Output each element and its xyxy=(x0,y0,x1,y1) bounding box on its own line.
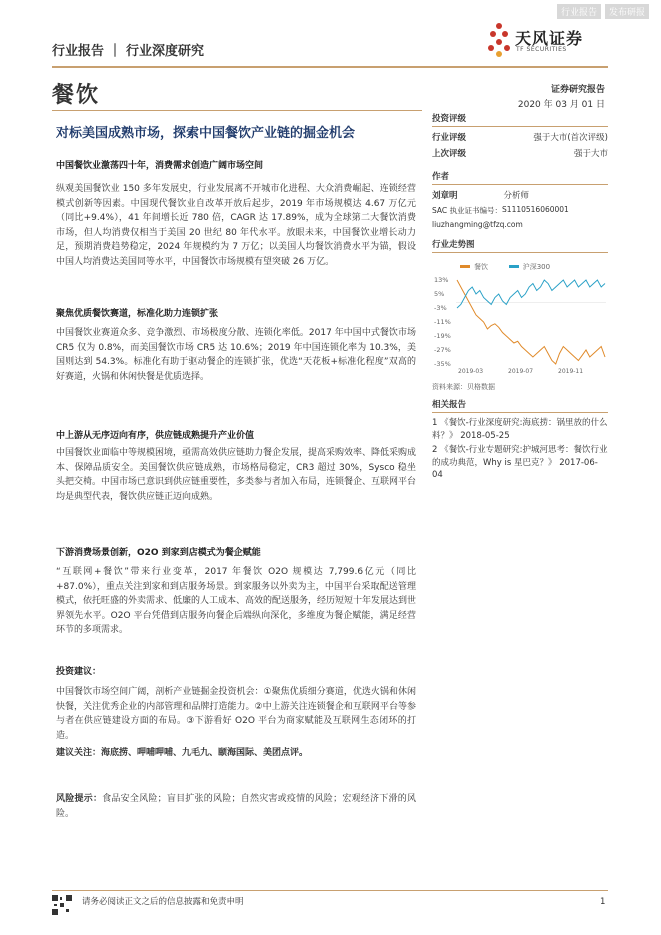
chart-source: 资料来源：贝格数据 xyxy=(432,382,495,391)
y-tick-label: -3% xyxy=(434,303,447,312)
author-name: 刘章明 xyxy=(432,191,458,201)
tag-2[interactable]: 发布研报 xyxy=(605,4,649,19)
trend-chart-box xyxy=(432,238,608,392)
y-tick-label: -19% xyxy=(434,331,451,340)
report-title: 对标美国成熟市场，探索中国餐饮产业链的掘金机会 xyxy=(56,126,356,141)
focus-text: 海底捞、呷哺呷哺、九毛九、颐海国际、美团点评。 xyxy=(101,748,309,758)
x-tick-label: 2019-03 xyxy=(458,367,484,375)
section-body-3: 中国餐饮业面临中等规模困境，亟需高效供应链助力餐企发展，提高采购效率、降低采购成本、保障品质安全。美国餐饮供应链成熟，市场格局稳定，CR3 超过 30%，Sysco 稳坐头把交椅。中国市场已意识到供应链重要性，多类参与者加入布局，连锁餐企、互联网平台均是典型代表，餐饮供应链正迈向成熟。 xyxy=(56,448,417,502)
sac-label: SAC 执业证书编号： xyxy=(432,206,503,215)
author-heading: 作者 xyxy=(432,170,608,185)
x-tick-label: 2019-11 xyxy=(558,367,584,375)
header-rule xyxy=(52,66,608,68)
footer-notice: 请务必阅读正文之后的信息披露和免责申明 xyxy=(82,897,244,907)
series-line-1 xyxy=(457,280,605,364)
report-type: 证券研究报告 xyxy=(550,85,605,95)
trend-chart xyxy=(456,276,606,368)
y-axis-labels xyxy=(434,276,456,368)
logo-dot-5 xyxy=(488,45,494,51)
section-heading-3: 中上游从无序迈向有序，供应链成熟提升产业价值 xyxy=(56,431,255,441)
x-tick-label: 2019-07 xyxy=(508,367,534,375)
industry-rating-label: 行业评级 xyxy=(432,133,467,143)
logo-dot-2 xyxy=(490,31,496,37)
related-item-2[interactable]: 2 《餐饮-行业专题研究:护城河思考：餐饮行业的成功典范，Why is 星巴克？》 2017-06-04 xyxy=(432,445,608,480)
section-heading-4: 下游消费场景创新，O2O 到家到店模式为餐企赋能 xyxy=(56,548,261,558)
sector-title: 餐饮 xyxy=(52,83,101,108)
legend-swatch-2 xyxy=(509,265,519,268)
rating-heading: 投资评级 xyxy=(432,112,608,127)
logo-dot-4 xyxy=(496,39,502,45)
legend-series-2 xyxy=(509,262,550,272)
y-tick-label: -27% xyxy=(434,345,451,354)
qr-code xyxy=(52,895,72,915)
section-heading-1: 中国餐饮业激荡四十年，消费需求创造广阔市场空间 xyxy=(56,161,264,171)
page-number: 1 xyxy=(600,897,606,907)
related-heading: 相关报告 xyxy=(432,398,608,413)
chart-legend xyxy=(460,261,608,272)
legend-label-2: 沪深300 xyxy=(522,262,551,271)
section-heading-5: 投资建议： xyxy=(56,667,102,677)
series-line-2 xyxy=(457,280,605,308)
author-box xyxy=(432,170,608,229)
related-item-1[interactable]: 1 《餐饮-行业深度研究:海底捞：锅里放的什么料？》 2018-05-25 xyxy=(432,418,608,441)
chart-title: 行业走势图 xyxy=(432,238,608,253)
sac-number: S1110516060001 xyxy=(502,205,569,214)
previous-rating-row xyxy=(432,147,608,159)
y-tick-label: -35% xyxy=(434,359,451,368)
previous-rating-value: 强于大市 xyxy=(573,149,608,159)
top-tags xyxy=(557,4,649,19)
rating-box xyxy=(432,112,608,159)
x-axis-labels xyxy=(456,368,606,378)
chart-area xyxy=(432,276,608,376)
risk-label: 风险提示： xyxy=(56,794,103,804)
author-email[interactable]: liuzhangming@tfzq.com xyxy=(432,220,523,229)
report-date: 2020 年 03 月 01 日 xyxy=(517,100,605,110)
logo-name: 天风证券 xyxy=(515,29,584,48)
y-tick-label: 13% xyxy=(434,275,449,284)
industry-rating-value: 强于大市(首次评级) xyxy=(533,133,608,143)
related-box xyxy=(432,398,608,482)
section-body-2: 中国餐饮业赛道众多、竞争激烈、市场极度分散、连锁化率低。2017 年中国中式餐饮市场 CR5 仅为 0.8%，而美国餐饮市场 CR5 达 10.6%；2019 年中国连锁化率为 10.3%，美国则达到 54.3%。标准化有助于驱动餐企的连锁扩张，优选“天花板+标准化程度”双高的好赛道，火锅和休闲快餐是优质选择。 xyxy=(56,328,416,382)
footer-rule xyxy=(52,890,608,891)
legend-label-1: 餐饮 xyxy=(474,262,488,271)
focus-line xyxy=(56,746,416,761)
risk-text: 食品安全风险；盲目扩张的风险；自然灾害或疫情的风险；宏观经济下滑的风险。 xyxy=(56,794,416,819)
legend-series-1 xyxy=(460,262,488,272)
email-row xyxy=(432,220,608,229)
industry-rating-row xyxy=(432,131,608,143)
legend-swatch-1 xyxy=(460,265,470,268)
previous-rating-label: 上次评级 xyxy=(432,149,467,159)
sac-row xyxy=(432,205,608,216)
author-row xyxy=(432,189,608,201)
section-body-5: 中国餐饮市场空间广阔，剖析产业链掘金投资机会：①聚焦优质细分赛道，优选火锅和休闲快餐，关注优秀企业的内部管理和品牌打造能力。②中上游关注连锁餐企和互联网平台等参与者在供应链建设方面的布局。③下游看好 O2O 平台为商家赋能及互联网生态闭环的打造。 xyxy=(56,687,416,741)
risk-line xyxy=(56,792,416,821)
logo-dot-3 xyxy=(502,31,508,37)
tag-1[interactable]: 行业报告 xyxy=(557,4,601,19)
report-category: 行业报告 ｜ 行业深度研究 xyxy=(52,44,205,59)
logo-en: TF SECURITIES xyxy=(516,46,567,53)
logo-dot-1 xyxy=(496,23,502,29)
logo-dot-6 xyxy=(504,45,510,51)
y-tick-label: 5% xyxy=(434,289,445,298)
logo-dot-7 xyxy=(496,51,502,57)
section-body-1: 纵观美国餐饮业 150 多年发展史，行业发展离不开城市化进程、大众消费崛起、连锁经营模式创新等因素。中国现代餐饮业自改革开放后起步，2019 年市场规模达 4.67 万亿元（同比+9.4%），41 年间增长近 780 倍，CAGR 达 17.89%，成为全球第二大餐饮消费市场，但人均消费仅相当于美国 20 世纪 80 年代水平。放眼未来，中国餐饮业增长动力足，预期消费趋势稳定，2024 年规模约为 7 万亿；以美国人均餐饮消费水平为锚，假设中国人均消费达美国同等水平，中国餐饮市场规模有望突破 26 万亿。 xyxy=(56,184,416,267)
section-body-4: “互联网+餐饮”带来行业变革，2017 年餐饮 O2O 规模达 7,799.6亿元（同比+87.0%），重点关注到家和到店服务场景。到家服务以外卖为主，中国平台采取配送管理模式，依托旺盛的外卖需求、低廉的人工成本、高效的配送服务，经历短短十年发展达到世界领先水平。O2O 平台凭借到店服务向餐企后端纵向深化，多维度为餐企赋能，满足经营环节的多项需求。 xyxy=(56,567,417,635)
section-heading-2: 聚焦优质餐饮赛道，标准化助力连锁扩张 xyxy=(56,309,219,319)
author-role: 分析师 xyxy=(503,191,530,201)
focus-label: 建议关注： xyxy=(56,748,102,758)
y-tick-label: -11% xyxy=(434,317,451,326)
